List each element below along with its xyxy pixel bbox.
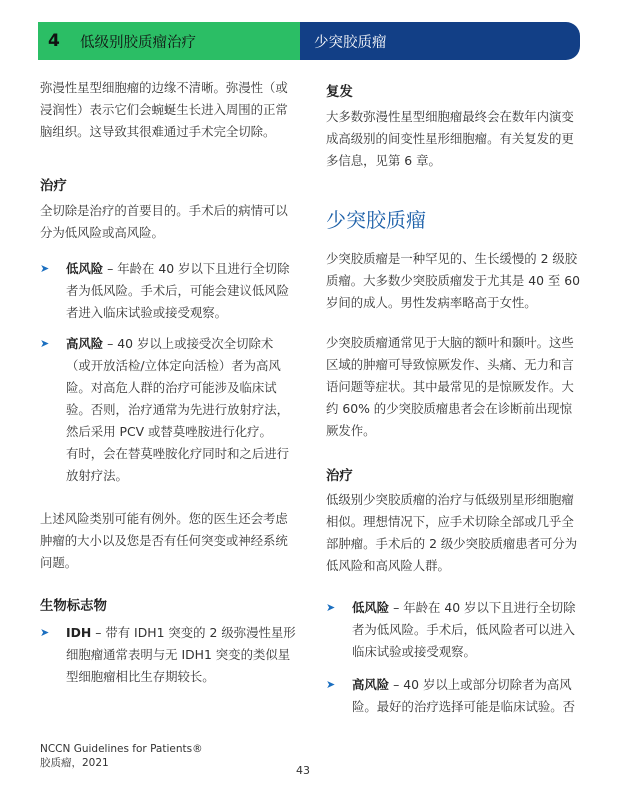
bullet-text: – 年龄在 40 岁以下且进行全切除者为低风险。手术后，低风险者可以进入临床试验或接受观察。 <box>352 600 576 659</box>
section-title: 少突胶质瘤 <box>314 34 387 51</box>
page-number: 43 <box>296 764 310 777</box>
chevron-right-icon: ➤ <box>40 626 50 639</box>
list-item <box>40 333 298 487</box>
footer <box>40 742 203 770</box>
chevron-right-icon: ➤ <box>40 337 50 350</box>
chapter-title: 低级别胶质瘤治疗 <box>80 34 196 51</box>
list-item <box>326 597 584 663</box>
bullet-text: – 40 岁以上或部分切除者为高风险。最好的治疗选择可能是临床试验。否 <box>352 677 576 714</box>
chevron-right-icon: ➤ <box>326 601 336 614</box>
treatment-paragraph: 全切除是治疗的首要目的。手术后的病情可以分为低风险或高风险。 <box>40 203 288 240</box>
section-tab <box>300 22 580 60</box>
bullet-term: 低风险 <box>352 600 390 615</box>
chapter-header <box>38 22 580 60</box>
oligodendroglioma-paragraph-1: 少突胶质瘤是一种罕见的、生长缓慢的 2 级胶质瘤。大多数少突胶质瘤发于尤其是 40 至 60 岁间的成人。男性发病率略高于女性。 <box>326 251 580 310</box>
oligodendroglioma-paragraph-2: 少突胶质瘤通常见于大脑的额叶和颞叶。这些区域的肿瘤可导致惊厥发作、头痛、无力和言语问题等症状。其中最常见的是惊厥发作。大约 60% 的少突胶质瘤患者会在诊断前出现惊厥发作。 <box>326 335 574 438</box>
intro-paragraph: 弥漫性星型细胞瘤的边缘不清晰。弥漫性（或浸润性）表示它们会蜿蜒生长进入周围的正常脑组织。这导致其很难通过手术完全切除。 <box>40 80 288 139</box>
list-item <box>40 622 298 688</box>
bullet-term: 低风险 <box>66 261 104 276</box>
bullet-text: – 40 岁以上或接受次全切除术（或开放活检/立体定向活检）者为高风险。对高危人群的治疗可能涉及临床试验。否则，治疗通常为先进行放射疗法，然后采用 PCV 或替莫唑胺进行化疗。 <box>66 336 290 439</box>
chapter-tab <box>38 22 300 60</box>
list-item <box>40 258 298 324</box>
biomarkers-heading: 生物标志物 <box>40 599 107 614</box>
treatment-paragraph: 低级别少突胶质瘤的治疗与低级别星形细胞瘤相似。理想情况下，应手术切除全部或几乎全部肿瘤。手术后的 2 级少突胶质瘤患者可分为低风险和高风险人群。 <box>326 492 578 573</box>
bullet-text: – 年龄在 40 岁以下且进行全切除者为低风险。手术后，可能会建议低风险者进入临床试验或接受观察。 <box>66 261 290 320</box>
treatment-heading: 治疗 <box>40 179 67 194</box>
exceptions-paragraph: 上述风险类别可能有例外。您的医生还会考虑肿瘤的大小以及您是否有任何突变或神经系统问题。 <box>40 511 288 570</box>
recurrence-paragraph: 大多数弥漫性星型细胞瘤最终会在数年内演变成高级别的间变性星形细胞瘤。有关复发的更多信息，见第 6 章。 <box>326 109 574 168</box>
bullet-term: 高风险 <box>352 677 390 692</box>
treatment-heading: 治疗 <box>326 469 353 484</box>
recurrence-heading: 复发 <box>326 85 353 100</box>
oligodendroglioma-heading: 少突胶质瘤 <box>326 208 426 232</box>
chevron-right-icon: ➤ <box>40 262 50 275</box>
chevron-right-icon: ➤ <box>326 678 336 691</box>
bullet-term: IDH <box>66 625 92 640</box>
bullet-text: – 带有 IDH1 突变的 2 级弥漫性星形细胞瘤通常表明与无 IDH1 突变的类似星型细胞瘤相比生存期较长。 <box>66 625 296 684</box>
footer-subtitle: 胶质瘤，2021 <box>40 757 109 769</box>
bullet-extra-text: 有时，会在替莫唑胺化疗同时和之后进行放射疗法。 <box>66 446 290 483</box>
list-item <box>326 674 584 718</box>
chapter-number: 4 <box>48 31 60 51</box>
bullet-term: 高风险 <box>66 336 104 351</box>
footer-publication: NCCN Guidelines for Patients® <box>40 743 203 755</box>
